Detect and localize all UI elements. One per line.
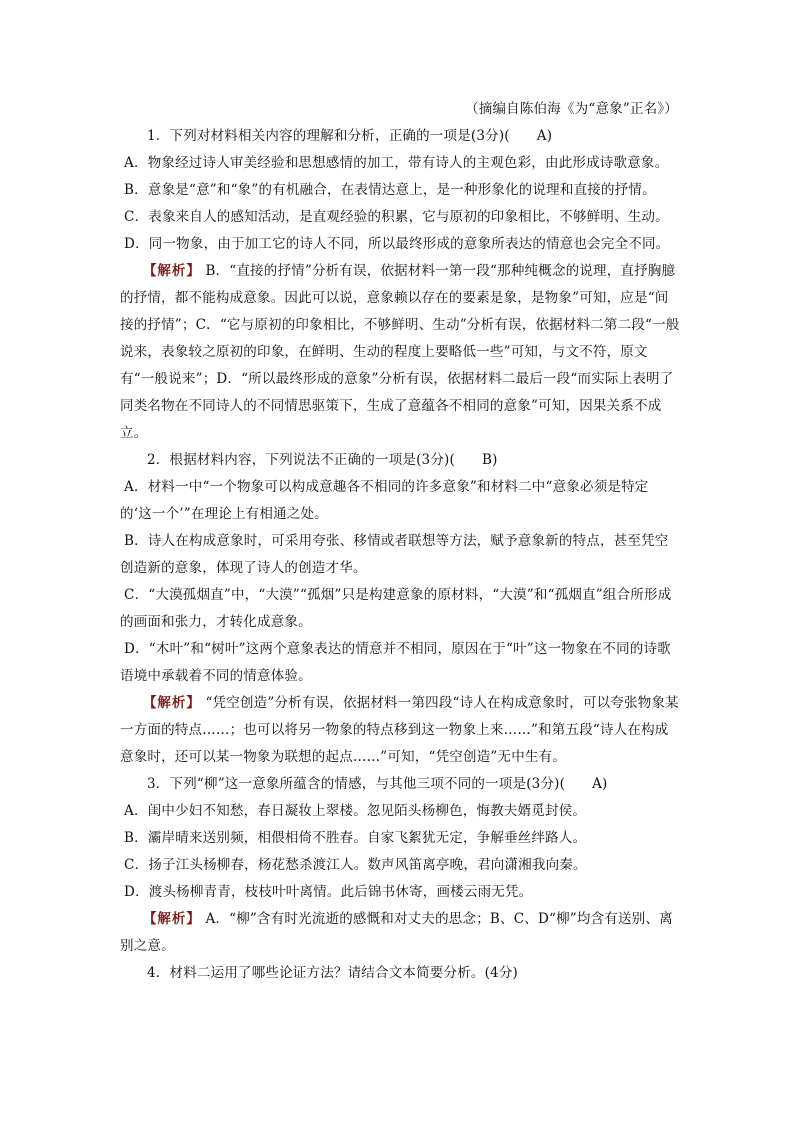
question-2-text: 2．根据材料内容，下列说法不正确的一项是(3分)( [147, 452, 455, 468]
question-2-option-d: D．“木叶”和“树叶”这两个意象表达的情意并不相同，原因在于“叶”这一物象在不同的诗歌语境中承载着不同的情意体验。 [120, 641, 671, 684]
question-2-answer: B [481, 452, 493, 468]
question-4-stem: 4．材料二运用了哪些论证方法？请结合文本简要分析。(4分) [147, 965, 519, 981]
question-1-option-a: A．物象经过诗人审美经验和思想感情的加工，带有诗人的主观色彩，由此形成诗歌意象。 [124, 155, 669, 171]
question-1-close: ) [546, 128, 553, 144]
question-3-option-c: C．扬子江头杨柳春，杨花愁杀渡江人。数声风笛离亭晚，君向潇湘我向秦。 [124, 857, 587, 873]
question-1-text: 1．下列对材料相关内容的理解和分析，正确的一项是(3分)( [147, 128, 510, 144]
question-2-analysis [120, 690, 680, 771]
question-1-option-b: B．意象是“意”和“象”的有机融合，在表情达意上，是一种形象化的说理和直接的抒情。 [124, 182, 656, 198]
question-1-option-c: C．表象来自人的感知活动，是直观经验的积累，它与原初的印象相比，不够鲜明、生动。 [124, 209, 669, 225]
question-3-stem [120, 771, 680, 798]
source-citation: （摘编自陈伯海《为“意象”正名》） [465, 101, 678, 117]
analysis-tag: 【解析】 [142, 695, 201, 711]
question-1-option-d: D．同一物象，由于加工它的诗人不同，所以最终形成的意象所表达的情意也会完全不同。 [124, 236, 670, 252]
question-1-stem [120, 123, 680, 150]
question-3-answer: A [592, 776, 603, 792]
question-3-option-b: B．灞岸晴来送别频，相偎相倚不胜春。自家飞絮犹无定，争解垂丝绊路人。 [124, 830, 587, 846]
question-1-analysis [120, 258, 680, 447]
question-3-option-a: A．闺中少妇不知愁，春日凝妆上翠楼。忽见陌头杨柳色，悔教夫婿觅封侯。 [124, 803, 587, 819]
question-2-stem [120, 447, 680, 474]
document-content [120, 96, 680, 987]
question-3-analysis-text: A．“柳”含有时光流逝的感慨和对丈夫的思念；B、C、D“柳”均含有送别、离别之意。 [120, 911, 673, 954]
question-3-analysis [120, 906, 680, 960]
question-1-analysis-text: B．“直接的抒情”分析有误，依据材料一第一段“那种纯概念的说理，直抒胸臆的抒情，都不能构成意象。因此可以说，意象赖以存在的要素是象，是物象”可知，应是“间接的抒情”；C．“它与原初的印象相比，不够鲜明、生动”分析有误，依据材料二第二段“一般说来，表象较之原初的印象，在鲜明、生动的程度上要略低一些”可知，与文不符，原文有“一般说来”；D．“所以最终形成的意象”分析有误，依据材料二最后一段“而实际上表明了同类名物在不同诗人的不同情思驱策下，生成了意蕴各不相同的意象”可知，因果关系不成立。 [120, 263, 680, 441]
question-2-option-a: A．材料一中“一个物象可以构成意趣各不相同的许多意象”和材料二中“意象必须是特定的‘这一个’”在理论上有相通之处。 [120, 479, 649, 522]
question-3-close: ) [602, 776, 608, 792]
question-3-text: 3．下列“柳”这一意象所蕴含的情感，与其他三项不同的一项是(3分)( [147, 776, 566, 792]
question-2-option-b: B．诗人在构成意象时，可采用夸张、移情或者联想等方法，赋予意象新的特点，甚至凭空创造新的意象，体现了诗人的创造才华。 [120, 533, 669, 576]
question-3-option-d: D．渡头杨柳青青，枝枝叶叶离情。此后锦书休寄，画楼云雨无凭。 [124, 884, 533, 900]
question-1-answer: A [536, 128, 547, 144]
analysis-tag: 【解析】 [142, 911, 201, 927]
question-2-option-c: C．“大漠孤烟直”中，“大漠”“孤烟”只是构建意象的原材料，“大漠”和“孤烟直”组合所形成的画面和张力，才转化成意象。 [120, 587, 672, 630]
analysis-tag: 【解析】 [142, 263, 201, 279]
question-2-analysis-text: “凭空创造”分析有误，依据材料一第四段“诗人在构成意象时，可以夸张物象某一方面的特点……；也可以将另一物象的特点移到这一物象上来……”和第五段“诗人在构成意象时，还可以某一物象为联想的起点……”可知，“凭空创造”无中生有。 [120, 695, 679, 765]
question-2-close: ) [492, 452, 498, 468]
